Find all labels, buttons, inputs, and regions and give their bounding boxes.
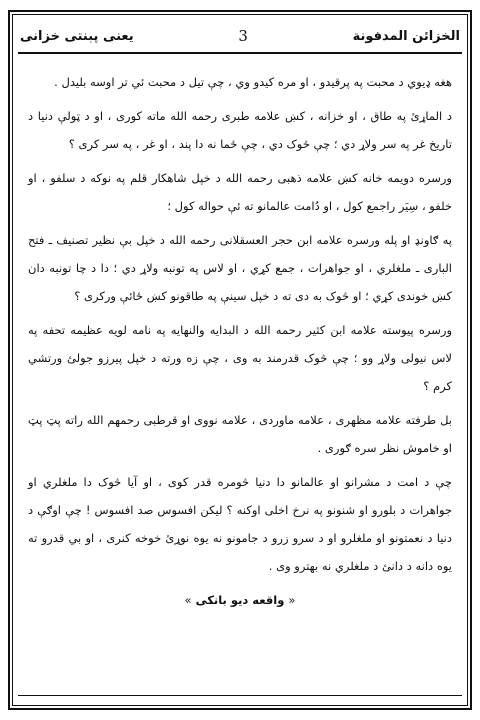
paragraph: په ګاونډ او پله ورسره علامه ابن حجر العسقلانی رحمه الله د خپل بې نظیر تصنیف ـ فتح الباری ـ ملغلري ، او جواهرات ، جمع کړي ، او لاس په تونبه ولاړ دي ؛ دا د چا تونبه دان کښ خوندی کړي ؛ او څوک به دی ته د خپل سینې په طاقونو کښ ځائې ورکری ؟ xyxy=(28,233,452,303)
heading-text: واقعه دیو بانکی xyxy=(195,593,285,607)
page-header xyxy=(20,22,460,50)
paragraph: چې د امت د مشرانو او عالمانو دا دنیا څومره قدر کوی ، او آیا څوک دا ملغلري او جواهرات د بلورو او شنونو په نرخ اخلی اوکنه ؟ لیکن افسوس صد افسوس ! چې اوګې د دنیا د نعمتونو او ملغلرو او د سرو زرو د جامونو نه یوه نوړئ خوخه کنری ، او بي قدرو ته یوه دانه د دانئ د ملغلري نه بهترو وی . xyxy=(28,475,452,573)
heading-close-mark: » xyxy=(184,593,192,607)
paragraph: ورسره دویمه خانه کښ علامه ذهبی رحمه الله د خپل شاهکار قلم په نوکه د سلفو ، او خلفو ، سِیَر راجمع کول ، او دُامت عالمانو ته ئې حواله کول ؛ xyxy=(28,171,452,213)
paragraph: د الماړئ په طاق ، او خزانه ، کښ علامه طبری رحمه الله ماته کوری ، او د ټولې دنیا د تاریخ غر په سر ولاړ دي ؛ چې څوک دي ، چې ځما نه دا پند ، او غر ، په سر کری ؟ xyxy=(28,109,452,151)
document-page xyxy=(8,10,472,710)
heading-open-mark: « xyxy=(288,593,296,607)
page-number: 3 xyxy=(238,27,248,45)
footer-rule xyxy=(18,695,462,696)
page-body xyxy=(28,68,452,614)
paragraph: بل طرفته علامه مظهری ، علامه ماوردی ، علامه نووی او قرطبی رحمهم الله راته پټ پټ او خاموش نظر سره ګوری . xyxy=(28,413,452,455)
running-title-right: الخزائن المدفونة xyxy=(352,28,460,44)
paragraph: هغه ډیوي د محبت په پرقیدو ، او مره کیدو وي ، چې تیل د محبت ئي تر اوسه بلیدل . xyxy=(54,75,452,89)
paragraph: ورسره پیوسته علامه ابن کثیر رحمه الله د البدایه والنهایه په نامه لویه عظیمه تحفه په لاس نیولی ولاړ وو ؛ چې څوک قدرمند به وی ، چې زه ورته د خپل پیرزو جولئ ورتشي کرم ؟ xyxy=(28,323,452,393)
section-heading xyxy=(28,586,452,614)
header-rule xyxy=(18,52,462,54)
running-title-left: یعنی پبنتی خزانی xyxy=(20,28,134,44)
